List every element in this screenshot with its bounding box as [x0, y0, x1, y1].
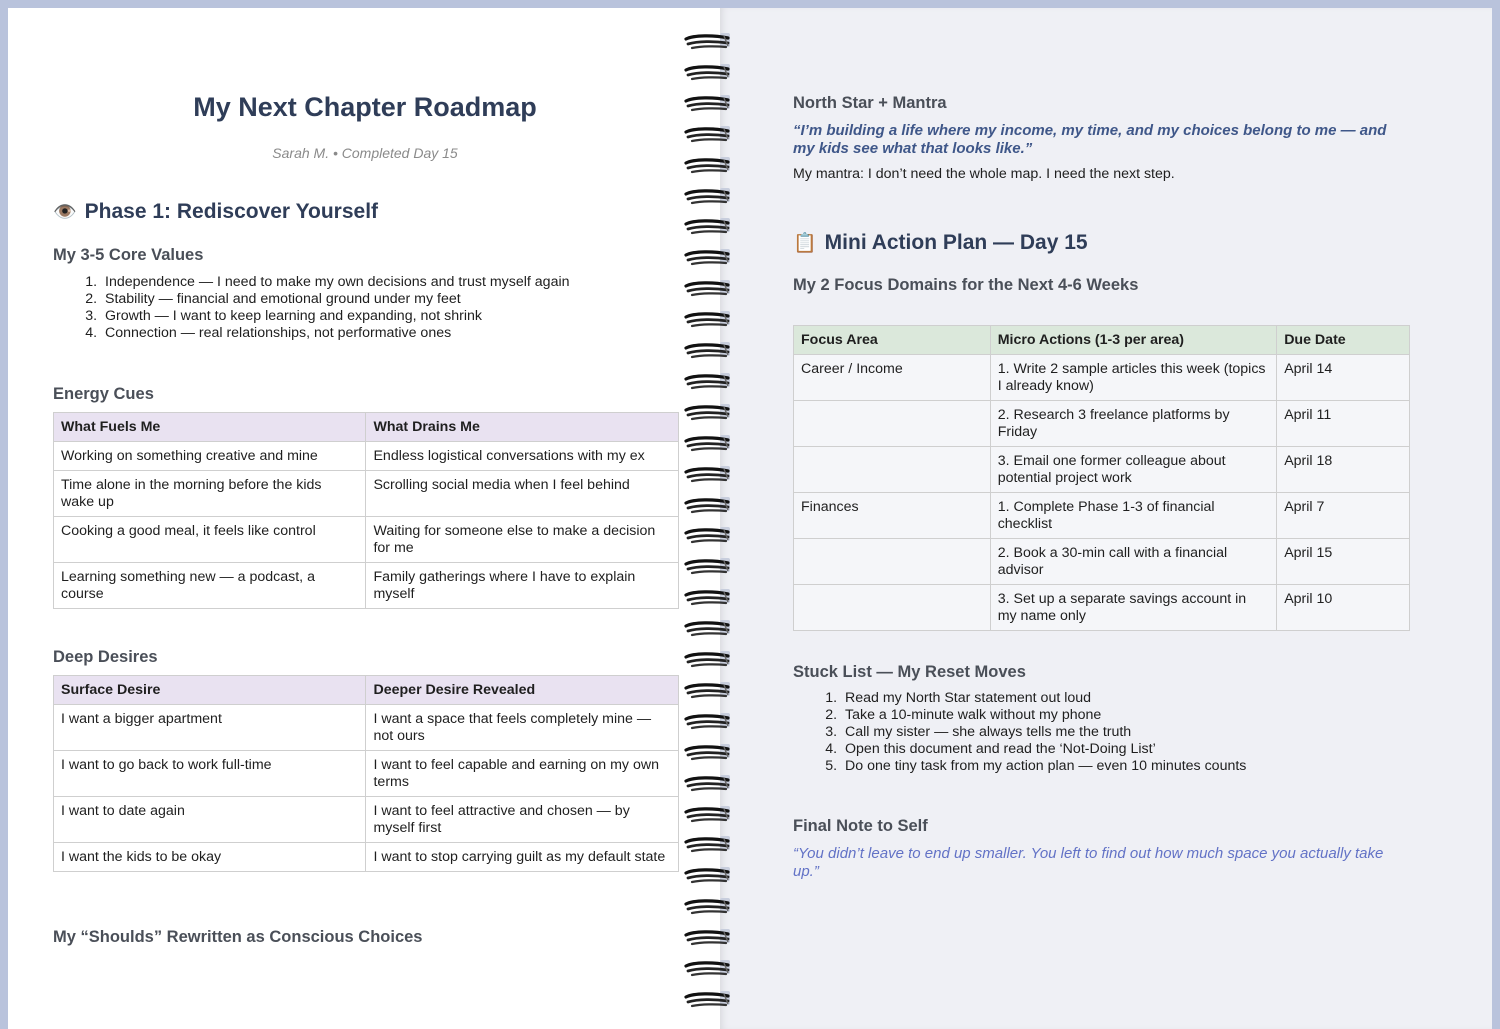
table-row — [794, 493, 1410, 539]
spiral-ring — [684, 926, 732, 948]
spiral-ring — [684, 988, 732, 1010]
spiral-ring — [684, 339, 732, 361]
spiral-ring — [684, 648, 732, 670]
eye-icon: 👁️ — [53, 202, 77, 223]
shoulds-heading: My “Shoulds” Rewritten as Conscious Choices — [53, 928, 423, 946]
spiral-ring — [684, 308, 732, 330]
spiral-ring — [684, 370, 732, 392]
column-header: Deeper Desire Revealed — [366, 676, 679, 705]
spiral-ring — [684, 432, 732, 454]
deep-desires-heading: Deep Desires — [53, 648, 158, 666]
table-row — [54, 517, 679, 563]
column-header: Focus Area — [794, 326, 991, 355]
spiral-ring — [684, 524, 732, 546]
spiral-ring — [684, 679, 732, 701]
table-cell: I want the kids to be okay — [54, 843, 366, 872]
table-cell: 1. Write 2 sample articles this week (topics I already know) — [990, 355, 1276, 401]
column-header: Surface Desire — [54, 676, 366, 705]
energy-cues-table — [53, 412, 679, 609]
table-cell: 1. Complete Phase 1-3 of financial checklist — [990, 493, 1276, 539]
list-item: 4. Open this document and read the ‘Not-Doing List’ — [841, 741, 1246, 758]
table-row — [794, 539, 1410, 585]
phase1-title: Phase 1: Rediscover Yourself — [84, 200, 379, 223]
list-item: 1. Independence — I need to make my own decisions and trust myself again — [101, 274, 570, 291]
table-cell: April 7 — [1277, 493, 1410, 539]
table-row — [54, 705, 679, 751]
focus-domains-heading: My 2 Focus Domains for the Next 4-6 Weeks — [793, 276, 1139, 294]
table-cell — [794, 447, 991, 493]
table-row — [54, 843, 679, 872]
spiral-ring — [684, 30, 732, 52]
spiral-ring — [684, 494, 732, 516]
action-plan-heading — [793, 231, 1088, 255]
table-cell: Waiting for someone else to make a decision for me — [366, 517, 679, 563]
spiral-ring — [684, 185, 732, 207]
table-row — [794, 401, 1410, 447]
table-cell: April 18 — [1277, 447, 1410, 493]
spiral-binding — [684, 30, 732, 1010]
final-note-quote: “You didn’t leave to end up smaller. You left to find out how much space you actually take up.” — [793, 845, 1384, 880]
column-header: What Drains Me — [366, 413, 679, 442]
spiral-ring — [684, 741, 732, 763]
table-cell: 3. Set up a separate savings account in my name only — [990, 585, 1276, 631]
deep-desires-table — [53, 675, 679, 872]
spiral-ring — [684, 710, 732, 732]
list-item: 3. Call my sister — she always tells me the truth — [841, 724, 1246, 741]
spiral-ring — [684, 833, 732, 855]
table-cell: April 15 — [1277, 539, 1410, 585]
spiral-ring — [684, 586, 732, 608]
list-item: 1. Read my North Star statement out loud — [841, 690, 1246, 707]
spiral-ring — [684, 555, 732, 577]
spiral-ring — [684, 246, 732, 268]
table-row — [794, 585, 1410, 631]
energy-cues-heading: Energy Cues — [53, 385, 154, 403]
table-cell: 3. Email one former colleague about potential project work — [990, 447, 1276, 493]
spiral-ring — [684, 215, 732, 237]
table-cell: Cooking a good meal, it feels like control — [54, 517, 366, 563]
table-row — [54, 797, 679, 843]
core-values-heading: My 3-5 Core Values — [53, 246, 204, 264]
table-cell — [794, 539, 991, 585]
clipboard-icon: 📋 — [793, 233, 817, 254]
spiral-ring — [684, 463, 732, 485]
table-row — [794, 447, 1410, 493]
table-row — [54, 563, 679, 609]
table-cell: I want a space that feels completely mine — not ours — [366, 705, 679, 751]
table-cell — [794, 585, 991, 631]
table-cell: 2. Book a 30-min call with a financial advisor — [990, 539, 1276, 585]
column-header: Micro Actions (1-3 per area) — [990, 326, 1276, 355]
table-cell: April 11 — [1277, 401, 1410, 447]
spiral-ring — [684, 123, 732, 145]
north-star-heading: North Star + Mantra — [793, 94, 947, 112]
table-cell: I want to date again — [54, 797, 366, 843]
spiral-ring — [684, 401, 732, 423]
table-row — [54, 471, 679, 517]
stuck-list — [793, 690, 1246, 775]
table-cell: Working on something creative and mine — [54, 442, 366, 471]
table-row — [54, 442, 679, 471]
list-item: 5. Do one tiny task from my action plan — even 10 minutes counts — [841, 758, 1246, 775]
table-row — [54, 751, 679, 797]
table-cell: I want to go back to work full-time — [54, 751, 366, 797]
table-cell: Time alone in the morning before the kids wake up — [54, 471, 366, 517]
table-cell: April 10 — [1277, 585, 1410, 631]
table-cell: I want to feel attractive and chosen — by myself first — [366, 797, 679, 843]
spiral-ring — [684, 277, 732, 299]
spiral-ring — [684, 864, 732, 886]
mantra-text: My mantra: I don’t need the whole map. I need the next step. — [793, 166, 1175, 182]
spiral-ring — [684, 957, 732, 979]
table-cell: Family gatherings where I have to explain myself — [366, 563, 679, 609]
table-cell: Endless logistical conversations with my ex — [366, 442, 679, 471]
table-cell: April 14 — [1277, 355, 1410, 401]
table-row — [794, 355, 1410, 401]
spiral-ring — [684, 803, 732, 825]
table-cell: Learning something new — a podcast, a course — [54, 563, 366, 609]
table-cell: I want to feel capable and earning on my own terms — [366, 751, 679, 797]
table-cell — [794, 401, 991, 447]
document-subtitle: Sarah M. • Completed Day 15 — [272, 145, 458, 161]
spiral-ring — [684, 895, 732, 917]
table-cell: Scrolling social media when I feel behind — [366, 471, 679, 517]
spiral-ring — [684, 772, 732, 794]
list-item: 4. Connection — real relationships, not performative ones — [101, 325, 570, 342]
column-header: What Fuels Me — [54, 413, 366, 442]
spiral-ring — [684, 617, 732, 639]
table-cell: 2. Research 3 freelance platforms by Friday — [990, 401, 1276, 447]
document-title: My Next Chapter Roadmap — [193, 92, 537, 122]
stuck-list-heading: Stuck List — My Reset Moves — [793, 663, 1026, 681]
core-values-list — [53, 274, 570, 342]
spiral-ring — [684, 61, 732, 83]
column-header: Due Date — [1277, 326, 1410, 355]
action-plan-title: Mini Action Plan — Day 15 — [824, 231, 1088, 254]
list-item: 3. Growth — I want to keep learning and expanding, not shrink — [101, 308, 570, 325]
action-plan-table — [793, 325, 1410, 631]
list-item: 2. Stability — financial and emotional ground under my feet — [101, 291, 570, 308]
table-cell: Finances — [794, 493, 991, 539]
table-cell: I want a bigger apartment — [54, 705, 366, 751]
north-star-quote: “I’m building a life where my income, my time, and my choices belong to me — and my kids see what that looks like.” — [793, 122, 1387, 157]
table-cell: Career / Income — [794, 355, 991, 401]
list-item: 2. Take a 10-minute walk without my phone — [841, 707, 1246, 724]
phase1-heading — [53, 200, 378, 224]
table-cell: I want to stop carrying guilt as my default state — [366, 843, 679, 872]
final-note-heading: Final Note to Self — [793, 817, 928, 835]
